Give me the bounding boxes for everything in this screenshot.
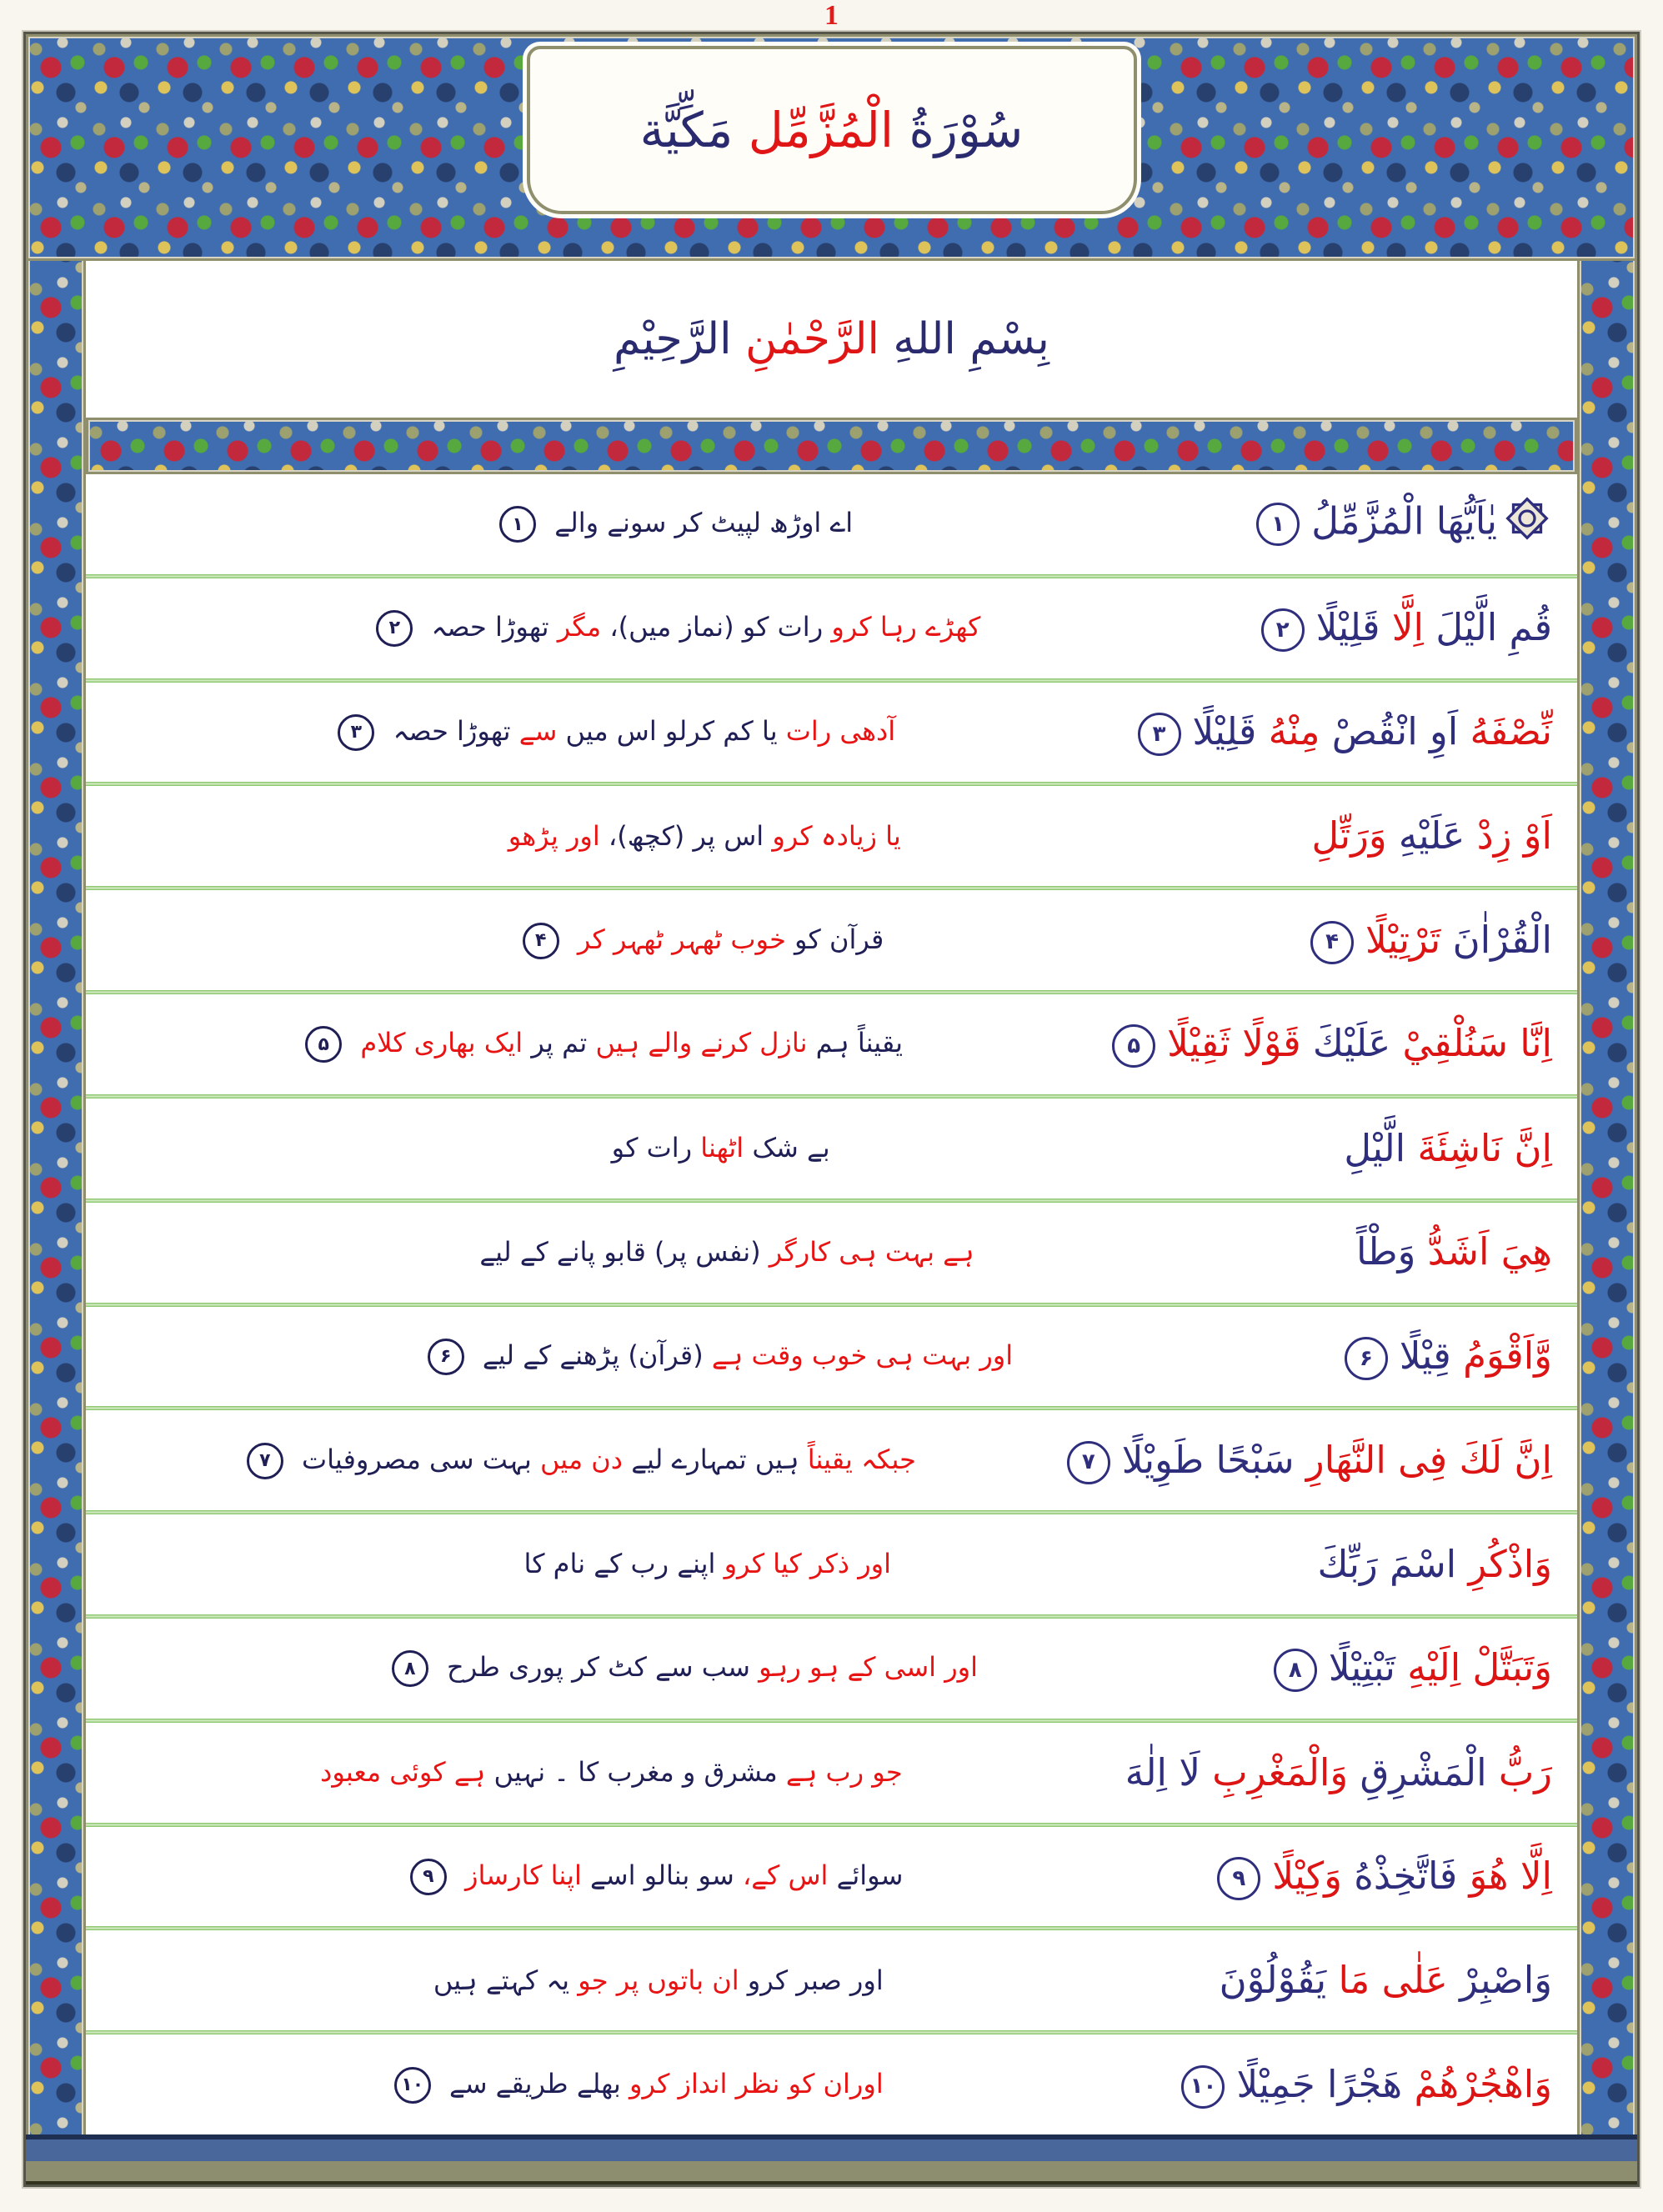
arabic-text-segment: مِنْهُ	[1256, 709, 1320, 754]
urdu-text-segment: سب سے کٹ کر پوری طرح	[438, 1651, 750, 1684]
arabic-text-segment: هَجْرًا جَمِيْلًا	[1236, 2061, 1403, 2106]
arabic-text-segment: وَكِيْلًا	[1272, 1853, 1342, 1898]
ayah-number-badge: ۷	[1067, 1441, 1110, 1484]
urdu-translation	[98, 1754, 1125, 1790]
urdu-translation	[98, 1338, 1341, 1375]
urdu-text-segment: کھڑے رہا کرو	[823, 611, 981, 643]
surah-title-cartouche	[527, 46, 1137, 214]
urdu-translation	[98, 1234, 1356, 1270]
urdu-text-segment: ہے کوئی معبود	[320, 1756, 486, 1789]
surah-title-segment: الْمُزَّمِّل	[748, 102, 894, 158]
arabic-verse	[1318, 1541, 1555, 1588]
urdu-text-segment: بے شک	[744, 1132, 830, 1164]
verse-row	[86, 1723, 1577, 1823]
urdu-text-segment: خوب ٹھہر ٹھہر کر	[569, 923, 786, 955]
ayah-number-badge: ۹	[410, 1859, 447, 1895]
arabic-text-segment: نِّصْفَهُ	[1458, 709, 1552, 754]
arabic-text-segment: وَالْمَغْرِبِ	[1200, 1749, 1349, 1794]
urdu-text-segment: اور اسی کے ہو رہو	[749, 1651, 978, 1684]
arabic-text-segment: اِنَّ لَكَ فِى النَّهَارِ	[1294, 1437, 1552, 1482]
urdu-text-segment: بھلے طریقے سے	[440, 2067, 621, 2099]
surah-title-segment: مَكِّيَّة	[639, 102, 749, 158]
ayah-number-badge: ۸	[392, 1650, 428, 1687]
urdu-text-segment: یا زیادہ کرو	[764, 819, 901, 852]
urdu-text-segment: جو رب ہے	[777, 1756, 903, 1789]
arabic-text-segment: قَلِيْلًا	[1192, 709, 1257, 754]
urdu-text-segment: اپنے رب کے نام کا	[523, 1548, 716, 1580]
arabic-text-segment: الْقُرْاٰنَ	[1440, 917, 1552, 962]
arabic-text-segment: فَاتَّخِذْهُ	[1341, 1853, 1458, 1898]
verses	[86, 474, 1577, 2134]
urdu-translation	[98, 505, 1253, 543]
urdu-text-segment: نازل کرنے والے ہیں	[587, 1027, 808, 1059]
urdu-translation	[98, 1025, 1109, 1063]
urdu-text-segment: اور صبر کرو	[739, 1964, 884, 1996]
arabic-text-segment: وَاصْبِرْ	[1447, 1958, 1552, 2003]
verse-row	[86, 1410, 1577, 1510]
ayah-number-badge: ۵	[1112, 1024, 1155, 1068]
urdu-translation	[98, 1963, 1220, 1999]
arabic-text-segment: وَرَتِّلِ	[1311, 813, 1387, 858]
arabic-text-segment: اَوِ انْقُصْ	[1320, 709, 1459, 754]
urdu-text-segment: مشرق و مغرب کا ۔ نہیں	[485, 1756, 778, 1789]
ayah-number-badge: ۵	[305, 1026, 342, 1063]
urdu-text-segment: ہیں تمہارے لیے	[623, 1443, 799, 1475]
arabic-text-segment: قُمِ الَّيْلَ	[1424, 605, 1552, 650]
urdu-text-segment: تھوڑا حصہ	[423, 611, 549, 643]
urdu-text-segment: سو بنالو اسے	[581, 1859, 734, 1891]
arabic-text-segment: قَلِيْلًا	[1315, 605, 1392, 650]
urdu-text-segment: اس پر (کچھ)،	[599, 819, 764, 852]
urdu-text-segment: اے اوڑھ لپیٹ کر سونے والے	[546, 507, 854, 539]
ayah-number-badge: ۳	[1138, 713, 1181, 756]
verse-row	[86, 1619, 1577, 1719]
ayah-number-badge: ۱	[1256, 503, 1300, 546]
arabic-text-segment: عَلَيْهِ	[1386, 813, 1465, 858]
page-number: 1	[824, 0, 839, 31]
urdu-text-segment: مگر	[548, 611, 602, 643]
verse-row	[86, 1514, 1577, 1614]
urdu-text-segment: یقیناً ہم	[807, 1027, 904, 1059]
ayah-number-badge: ۴	[523, 923, 559, 959]
left-border-ornament	[26, 34, 86, 2184]
urdu-translation	[98, 2066, 1178, 2104]
arabic-text-segment: وَتَبَتَّلْ اِلَيْهِ	[1395, 1645, 1552, 1690]
urdu-translation	[98, 818, 1312, 854]
arabic-verse	[1307, 917, 1555, 964]
arabic-text-segment: قَوْلًا ثَقِيْلًا	[1167, 1021, 1301, 1066]
urdu-text-segment: اٹھنا	[692, 1132, 744, 1164]
arabic-verse	[1258, 604, 1555, 652]
ayah-number-badge: ۲	[376, 610, 413, 647]
verse-row	[86, 1827, 1577, 1927]
urdu-text-segment: جبکہ یقیناً	[799, 1443, 916, 1475]
urdu-text-segment: رات کو (نماز میں)،	[601, 611, 824, 643]
arabic-text-segment: اِنَّا سَنُلْقِيْ	[1390, 1021, 1552, 1066]
verse-row	[86, 2034, 1577, 2134]
arabic-text-segment: قِيْلًا	[1399, 1333, 1451, 1378]
urdu-translation	[98, 1546, 1318, 1582]
arabic-text-segment: رَبُّ	[1486, 1749, 1552, 1794]
arabic-text-segment: لَا اِلٰهَ	[1125, 1749, 1200, 1794]
arabic-verse	[1064, 1437, 1555, 1484]
verse-row	[86, 786, 1577, 886]
urdu-text-segment: یہ کہتے ہیں	[433, 1964, 570, 1996]
ayah-number-badge: ۳	[338, 714, 374, 751]
verse-row	[86, 1307, 1577, 1407]
arabic-verse	[1344, 1125, 1555, 1172]
urdu-text-segment: (نفس پر) قابو پانے کے لیے	[479, 1236, 761, 1268]
urdu-translation	[98, 1130, 1344, 1166]
arabic-verse	[1178, 2061, 1555, 2109]
arabic-text-segment: اسْمَ رَبِّكَ	[1317, 1541, 1457, 1586]
verse-row	[86, 890, 1577, 990]
urdu-translation	[98, 1858, 1214, 1895]
bismillah-segment: الرَّحِيْمِ	[614, 314, 746, 364]
verse-row	[86, 1930, 1577, 2030]
ayah-number-badge: ۱	[499, 506, 536, 543]
urdu-translation	[98, 713, 1135, 751]
arabic-text-segment: اِلَّا هُوَ	[1457, 1853, 1552, 1898]
urdu-text-segment: تھوڑا حصہ	[384, 715, 511, 748]
bottom-border-ornament	[26, 2134, 1637, 2184]
bismillah-segment: الرَّحْمٰنِ	[745, 314, 879, 364]
bismillah-segment: بِسْمِ اللهِ	[879, 314, 1049, 364]
urdu-translation	[98, 922, 1307, 959]
urdu-text-segment: ہے بہت ہی کارگر	[760, 1236, 974, 1268]
ayah-number-badge: ۱۰	[394, 2067, 431, 2104]
arabic-text-segment: اِنَّ نَاشِئَةَ	[1405, 1125, 1552, 1170]
arabic-text-segment: وَاهْجُرْهُمْ	[1402, 2061, 1552, 2106]
arabic-text-segment: اَوْ زِدْ	[1465, 813, 1552, 858]
rub-el-hizb-icon	[1502, 493, 1552, 554]
arabic-text-segment: وَاذْكُرِ	[1456, 1541, 1552, 1586]
ayah-number-badge: ۹	[1217, 1857, 1260, 1900]
urdu-text-segment: آدھی رات	[777, 715, 896, 748]
urdu-text-segment: سوائے	[828, 1859, 904, 1891]
arabic-verse	[1270, 1644, 1555, 1692]
urdu-text-segment: رات کو	[611, 1132, 693, 1164]
urdu-text-segment: اور بہت ہی خوب وقت ہے	[703, 1339, 1014, 1371]
verse-row	[86, 683, 1577, 783]
bismillah-area	[86, 261, 1577, 418]
arabic-verse	[1356, 1229, 1555, 1275]
urdu-text-segment: اوران کو نظر انداز کرو	[620, 2067, 884, 2099]
urdu-translation	[98, 609, 1258, 647]
arabic-text-segment: يٰاَيُّهَا الْمُزَّمِّلُ	[1311, 498, 1497, 543]
arabic-text-segment: الَّيْلِ	[1344, 1125, 1406, 1170]
urdu-text-segment: یا کم کرلو اس میں	[557, 715, 778, 748]
ayah-number-badge: ۶	[428, 1339, 464, 1375]
arabic-text-segment: هِيَ اَشَدُّ	[1415, 1229, 1552, 1274]
right-border-ornament	[1577, 34, 1637, 2184]
arabic-text-segment: الْمَشْرِقِ	[1348, 1749, 1487, 1794]
verse-row	[86, 578, 1577, 678]
verse-row	[86, 1203, 1577, 1303]
arabic-verse	[1220, 1957, 1555, 2004]
urdu-translation	[98, 1649, 1270, 1687]
arabic-text-segment: عَلٰى مَا	[1326, 1958, 1448, 2003]
ayah-number-badge: ۲	[1261, 608, 1305, 652]
arabic-verse	[1312, 813, 1555, 859]
arabic-verse	[1109, 1020, 1555, 1068]
urdu-text-segment: تم پر	[523, 1027, 588, 1059]
urdu-text-segment: دن میں	[531, 1443, 624, 1475]
verse-row	[86, 474, 1577, 574]
urdu-text-segment: اس کے،	[734, 1859, 829, 1891]
urdu-text-segment: اپنا کارساز	[456, 1859, 582, 1891]
urdu-text-segment: (قرآن) پڑھنے کے لیے	[473, 1339, 704, 1371]
urdu-text-segment: ایک بھاری کلام	[352, 1027, 523, 1059]
ayah-number-badge: ۸	[1274, 1649, 1317, 1692]
arabic-verse	[1214, 1853, 1555, 1900]
urdu-text-segment: سے	[510, 715, 558, 748]
ayah-number-badge: ۱۰	[1181, 2065, 1225, 2109]
arabic-text-segment: وَطْاً	[1356, 1229, 1416, 1274]
ornamental-frame	[23, 32, 1640, 2187]
urdu-text-segment: اور پڑھو	[508, 819, 600, 852]
arabic-text-segment: تَرْتِيْلًا	[1365, 917, 1441, 962]
surah-title	[640, 102, 1024, 158]
verse-row	[86, 994, 1577, 1094]
urdu-text-segment: بہت سی مصروفیات	[293, 1443, 532, 1475]
divider-border-ornament	[86, 418, 1577, 474]
urdu-text-segment: اور ذکر کیا کرو	[715, 1548, 892, 1580]
urdu-translation	[98, 1442, 1064, 1479]
arabic-text-segment: عَلَيْكَ	[1300, 1021, 1391, 1066]
arabic-verse	[1135, 708, 1555, 756]
arabic-text-segment: سَبْحًا طَوِيْلًا	[1121, 1437, 1295, 1482]
arabic-text-segment: يَقُوْلُوْنَ	[1219, 1958, 1327, 2003]
arabic-verse	[1253, 493, 1555, 554]
verse-row	[86, 1098, 1577, 1199]
urdu-text-segment: قرآن کو	[785, 923, 884, 955]
arabic-verse	[1341, 1333, 1555, 1380]
arabic-text-segment: اِلَّا	[1391, 605, 1425, 650]
arabic-verse	[1125, 1749, 1555, 1796]
bismillah	[614, 314, 1049, 364]
ayah-number-badge: ۷	[247, 1443, 283, 1479]
surah-title-segment: سُوْرَةُ	[894, 102, 1024, 158]
ayah-number-badge: ۴	[1310, 921, 1354, 964]
arabic-text-segment: تَبْتِيْلًا	[1328, 1645, 1395, 1690]
arabic-text-segment: وَّاَقْوَمُ	[1450, 1333, 1552, 1378]
ayah-number-badge: ۶	[1345, 1337, 1388, 1380]
urdu-text-segment: ان باتوں پر جو	[569, 1964, 739, 1996]
